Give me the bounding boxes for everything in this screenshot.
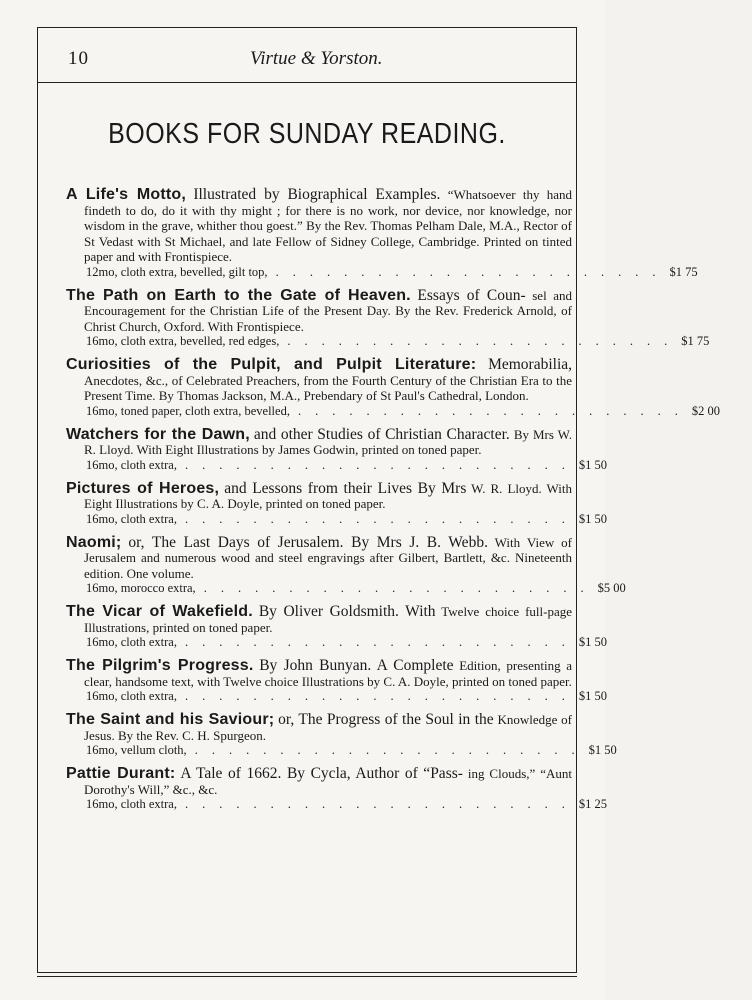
book-subtitle: or, The Progress of the Soul in the [278,711,494,728]
book-title: A Life's Motto, [66,186,187,203]
price-line: 16mo, toned paper, cloth extra, bevelled, ....................... $2 00 [86,404,572,420]
price-line: 16mo, vellum cloth, ....................... $1 50 [86,743,572,759]
book-price: $1 75 [669,264,698,279]
book-subtitle: Essays of Coun- [417,286,526,304]
price-line: 12mo, cloth extra, bevelled, gilt top, ....................... $1 75 [86,265,572,281]
book-title: The Pilgrim's Progress. [66,657,254,674]
book-entry [66,286,710,351]
price-line: 16mo, cloth extra, ....................... $1 50 [86,458,572,474]
book-title: The Path on Earth to the Gate of Heaven. [66,286,411,304]
book-subtitle: and other Studies of Christian Character. [253,425,510,443]
book-description: sel and Encouragement for the Christian Life of the Present Day. By the Rev. Frederick Arnold, of Christ Church, Oxford. With Frontispiece. [84,287,573,334]
book-entry [66,533,626,598]
bottom-rule [37,976,577,977]
book-subtitle: By John Bunyan. A Complete [259,657,454,674]
price-line: 16mo, cloth extra, bevelled, red edges, ....................... $1 75 [86,334,572,350]
book-price: $1 50 [578,635,607,649]
price-line: 16mo, morocco extra, ....................... $5 00 [86,581,572,597]
book-format: 16mo, cloth extra, [86,457,177,472]
book-title: The Vicar of Wakefield. [66,603,253,620]
book-format: 16mo, toned paper, cloth extra, bevelled, [86,403,290,418]
book-description: W. R. Lloyd. With Eight Illustrations by C. A. Doyle, printed on toned paper. [84,480,573,511]
book-title: Pictures of Heroes, [66,479,220,497]
price-line: 16mo, cloth extra, ....................... $1 50 [86,635,572,651]
price-line: 16mo, cloth extra, ....................... $1 50 [86,512,572,528]
book-entry [66,765,607,813]
book-price: $1 50 [578,457,607,472]
book-subtitle: A Tale of 1662. By Cycla, Author of “Pass- [180,765,463,782]
book-entry [66,711,617,759]
book-description: ing Clouds,” “Aunt Dorothy's Will,” &c., &c. [84,766,573,797]
book-price: $1 75 [681,334,710,348]
running-title: Virtue & Yorston. [250,48,383,69]
book-format: 16mo, morocco extra, [86,581,196,595]
book-entry [66,186,698,281]
book-format: 12mo, cloth extra, bevelled, gilt top, [86,264,268,279]
book-subtitle: By Oliver Goldsmith. With [258,603,436,620]
book-description: By Mrs W. R. Lloyd. With Eight Illustrations by James Godwin, printed on toned paper. [84,426,573,457]
book-description: Knowledge of Jesus. By the Rev. C. H. Spurgeon. [84,712,573,743]
book-format: 16mo, cloth extra, [86,635,177,649]
page-header [60,48,560,74]
book-description: “Whatsoever thy hand findeth to do, do it with thy might ; for there is no work, nor device, nor knowledge, nor wisdom in the grave, whither thou goest.” By the Rev. Thomas Pelham Dale, M.A., Rector of St Vedast with St Michael, and late Fellow of Sidney College, Cambridge. Printed on tinted paper and with Frontispiece. [84,187,573,264]
book-description: With View of Jerusalem and numerous wood and steel engravings after Gilbert, Bartlett, &c. Nineteenth edition. One volume. [84,534,573,581]
book-entry [66,603,607,651]
book-list [66,186,720,820]
book-title: Curiosities of the Pulpit, and Pulpit Literature: [66,356,477,373]
book-description: Twelve choice full-page Illustrations, printed on toned paper. [84,604,573,635]
book-price: $1 50 [578,511,607,526]
book-subtitle: Illustrated by Biographical Examples. [193,186,441,203]
book-description: Anecdotes, &c., of Celebrated Preachers, from the Fourth Century of the Christian Era to the Present Time. By Thomas Jackson, M.A., Prebendary of St Paul's Cathedral, London. [84,372,572,403]
section-title: BOOKS FOR SUNDAY READING. [108,117,506,151]
book-format: 16mo, cloth extra, [86,689,177,703]
book-subtitle: Memorabilia, [488,356,573,373]
book-entry [66,657,607,705]
book-entry [66,479,607,528]
book-entry [66,425,607,474]
book-title: The Saint and his Saviour; [66,711,275,728]
book-price: $1 50 [578,689,607,703]
book-price: $1 50 [588,743,617,757]
price-line: 16mo, cloth extra, ....................... $1 50 [86,689,572,705]
book-subtitle: and Lessons from their Lives By Mrs [224,479,467,497]
book-format: 16mo, cloth extra, bevelled, red edges, [86,334,280,348]
page-number: 10 [68,48,89,69]
book-description: Edition, presenting a clear, handsome text, with Twelve choice Illustrations by C. A. Doyle, printed on toned paper. [84,658,573,689]
book-price: $1 25 [578,797,607,811]
book-subtitle: or, The Last Days of Jerusalem. By Mrs J. B. Webb. [128,533,488,551]
book-format: 16mo, vellum cloth, [86,743,187,757]
price-line: 16mo, cloth extra, ....................... $1 25 [86,797,572,813]
book-entry [66,356,720,420]
header-rule [37,82,577,83]
book-title: Naomi; [66,533,122,551]
book-price: $5 00 [597,581,626,595]
book-format: 16mo, cloth extra, [86,797,177,811]
book-price: $2 00 [691,403,720,418]
book-title: Pattie Durant: [66,765,176,782]
book-format: 16mo, cloth extra, [86,511,177,526]
book-title: Watchers for the Dawn, [66,425,250,443]
